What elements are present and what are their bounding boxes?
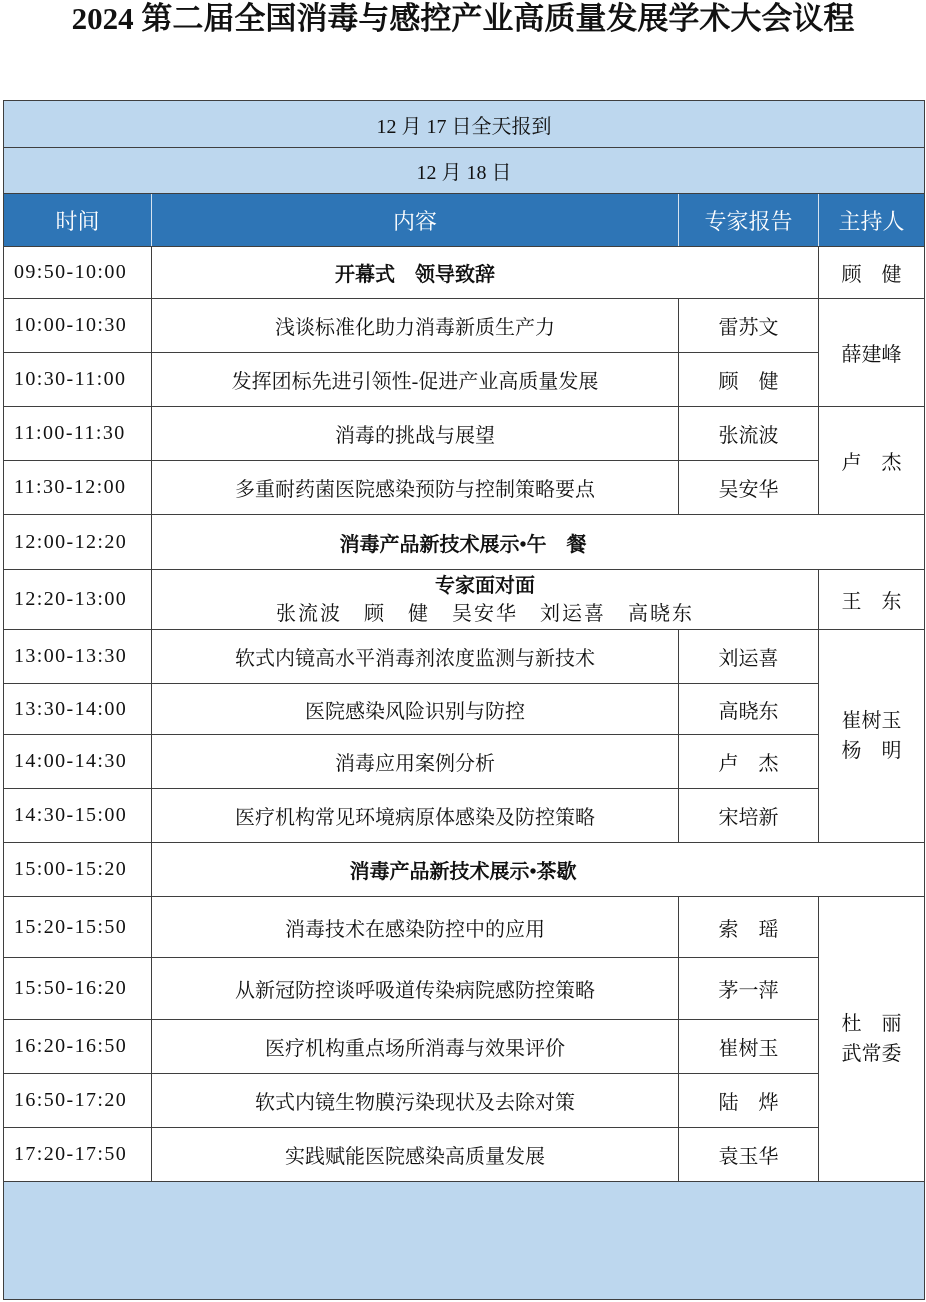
talk-title: 消毒技术在感染防控中的应用: [152, 897, 678, 957]
time-cell: 09:50-10:00: [4, 247, 151, 298]
registration-band: 12 月 17 日全天报到: [4, 101, 924, 147]
speaker-cell: 吴安华: [679, 461, 818, 514]
header-speaker: 专家报告: [679, 194, 818, 246]
host-cell: [819, 897, 924, 1181]
expert-panel-title: 专家面对面: [435, 574, 535, 597]
talk-title: 软式内镜生物膜污染现状及去除对策: [152, 1074, 678, 1127]
host-name: 杨 明: [841, 740, 902, 762]
time-cell: 14:00-14:30: [4, 735, 151, 788]
time-cell: 16:50-17:20: [4, 1074, 151, 1127]
lunch-break: 消毒产品新技术展示•午 餐: [152, 515, 924, 569]
footer-band: [4, 1182, 924, 1299]
talk-title: 医疗机构常见环境病原体感染及防控策略: [152, 789, 678, 842]
talk-title: 消毒应用案例分析: [152, 735, 678, 788]
talk-title: 发挥团标先进引领性-促进产业高质量发展: [152, 353, 678, 406]
expert-panel: [152, 570, 818, 629]
table-header: [4, 194, 924, 246]
agenda-table: [3, 100, 925, 1300]
time-cell: 15:50-16:20: [4, 958, 151, 1019]
host-name: 崔树玉: [841, 710, 902, 732]
date-band: 12 月 18 日: [4, 148, 924, 193]
speaker-cell: 宋培新: [679, 789, 818, 842]
speaker-cell: 张流波: [679, 407, 818, 460]
host-cell: [819, 630, 924, 842]
opening-ceremony: 开幕式 领导致辞: [152, 247, 818, 298]
speaker-cell: 索 瑶: [679, 897, 818, 957]
speaker-cell: 茅一萍: [679, 958, 818, 1019]
time-cell: 16:20-16:50: [4, 1020, 151, 1073]
time-cell: 15:20-15:50: [4, 897, 151, 957]
talk-title: 多重耐药菌医院感染预防与控制策略要点: [152, 461, 678, 514]
header-time: 时间: [4, 194, 151, 246]
time-cell: 14:30-15:00: [4, 789, 151, 842]
talk-title: 医疗机构重点场所消毒与效果评价: [152, 1020, 678, 1073]
time-cell: 12:20-13:00: [4, 570, 151, 629]
speaker-cell: 陆 烨: [679, 1074, 818, 1127]
talk-title: 实践赋能医院感染高质量发展: [152, 1128, 678, 1181]
page-title: 2024 第二届全国消毒与感控产业高质量发展学术大会议程: [71, 1, 855, 36]
speaker-cell: 袁玉华: [679, 1128, 818, 1181]
time-cell: 13:00-13:30: [4, 630, 151, 683]
speaker-cell: 顾 健: [679, 353, 818, 406]
tea-break: 消毒产品新技术展示•茶歇: [152, 843, 924, 896]
time-cell: 11:30-12:00: [4, 461, 151, 514]
time-cell: 10:00-10:30: [4, 299, 151, 352]
speaker-cell: 卢 杰: [679, 735, 818, 788]
talk-title: 医院感染风险识别与防控: [152, 684, 678, 734]
time-cell: 10:30-11:00: [4, 353, 151, 406]
host-cell: 卢 杰: [819, 407, 924, 514]
time-cell: 12:00-12:20: [4, 515, 151, 569]
speaker-cell: 崔树玉: [679, 1020, 818, 1073]
speaker-cell: 刘运喜: [679, 630, 818, 683]
host-cell: 薛建峰: [819, 299, 924, 406]
expert-panel-names: 张流波 顾 健 吴安华 刘运喜 高晓东: [276, 602, 694, 625]
talk-title: 消毒的挑战与展望: [152, 407, 678, 460]
header-host: 主持人: [819, 194, 924, 246]
talk-title: 浅谈标准化助力消毒新质生产力: [152, 299, 678, 352]
time-cell: 17:20-17:50: [4, 1128, 151, 1181]
speaker-cell: 高晓东: [679, 684, 818, 734]
host-cell: 王 东: [819, 570, 924, 629]
header-content: 内容: [152, 194, 678, 246]
host-name: 武常委: [841, 1043, 902, 1065]
talk-title: 软式内镜高水平消毒剂浓度监测与新技术: [152, 630, 678, 683]
speaker-cell: 雷苏文: [679, 299, 818, 352]
host-name: 杜 丽: [841, 1013, 902, 1035]
time-cell: 13:30-14:00: [4, 684, 151, 734]
time-cell: 11:00-11:30: [4, 407, 151, 460]
time-cell: 15:00-15:20: [4, 843, 151, 896]
host-cell: 顾 健: [819, 247, 924, 298]
talk-title: 从新冠防控谈呼吸道传染病院感防控策略: [152, 958, 678, 1019]
